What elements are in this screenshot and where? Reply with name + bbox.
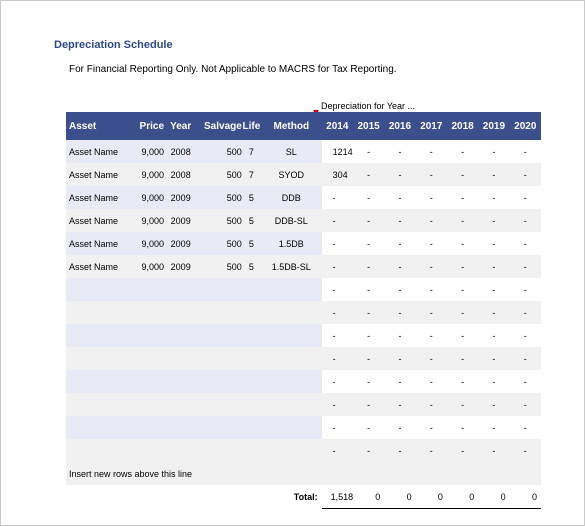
depreciation-cell[interactable]: - [447, 232, 478, 255]
depreciation-cell[interactable]: - [416, 324, 447, 347]
depreciation-cell[interactable]: - [322, 393, 353, 416]
year-cell[interactable] [164, 439, 197, 462]
insert-note-row [66, 462, 541, 485]
table-row [66, 209, 541, 232]
depreciation-cell[interactable]: - [384, 324, 415, 347]
depreciation-cell[interactable]: - [416, 232, 447, 255]
table-row [66, 324, 541, 347]
depreciation-cell[interactable]: - [447, 186, 478, 209]
total-cell[interactable]: 0 [447, 485, 478, 509]
depreciation-cell[interactable]: - [447, 347, 478, 370]
depreciation-cell[interactable]: - [478, 232, 509, 255]
depreciation-cell[interactable]: - [353, 324, 384, 347]
depreciation-cell[interactable]: - [510, 347, 541, 370]
price-cell[interactable]: 9,000 [132, 255, 164, 278]
life-cell[interactable] [242, 416, 261, 439]
asset-cell[interactable] [66, 301, 132, 324]
life-cell[interactable]: 5 [242, 209, 261, 232]
salvage-cell[interactable] [197, 324, 241, 347]
depreciation-cell[interactable]: - [384, 347, 415, 370]
asset-cell[interactable]: Asset Name [66, 163, 132, 186]
header-method[interactable]: Method [261, 112, 322, 140]
asset-cell[interactable]: Asset Name [66, 186, 132, 209]
life-cell[interactable]: 5 [242, 186, 261, 209]
depreciation-table [66, 112, 541, 509]
depreciation-cell[interactable]: - [510, 278, 541, 301]
depreciation-cell[interactable]: - [322, 416, 353, 439]
asset-cell[interactable] [66, 347, 132, 370]
header-asset[interactable]: Asset [66, 112, 132, 140]
depreciation-cell[interactable]: - [510, 416, 541, 439]
depreciation-cell[interactable]: - [510, 370, 541, 393]
depreciation-cell[interactable]: - [322, 278, 353, 301]
table-row [66, 163, 541, 186]
depreciation-cell[interactable]: - [353, 393, 384, 416]
total-cell[interactable]: 0 [353, 485, 384, 509]
depreciation-cell[interactable]: - [384, 186, 415, 209]
life-cell[interactable] [242, 324, 261, 347]
depreciation-cell[interactable]: - [353, 209, 384, 232]
depreciation-cell[interactable]: - [353, 416, 384, 439]
header-year-col[interactable]: 2017 [416, 112, 447, 140]
price-cell[interactable] [132, 416, 164, 439]
depreciation-cell[interactable]: - [416, 416, 447, 439]
depreciation-cell[interactable]: - [322, 209, 353, 232]
method-cell[interactable] [261, 416, 322, 439]
depreciation-cell[interactable]: - [322, 232, 353, 255]
depreciation-cell[interactable]: - [478, 416, 509, 439]
total-cell[interactable]: 1,518 [322, 485, 353, 509]
depreciation-cell[interactable]: - [322, 255, 353, 278]
table-row [66, 370, 541, 393]
depreciation-cell[interactable]: - [510, 439, 541, 462]
method-cell[interactable] [261, 301, 322, 324]
salvage-cell[interactable] [197, 393, 241, 416]
depreciation-cell[interactable]: - [353, 301, 384, 324]
depreciation-cell[interactable]: - [447, 140, 478, 163]
depreciation-cell[interactable]: - [478, 140, 509, 163]
year-cell[interactable] [164, 301, 197, 324]
table-row [66, 301, 541, 324]
depreciation-cell[interactable]: - [478, 301, 509, 324]
method-cell[interactable]: SL [261, 140, 322, 163]
table-row [66, 393, 541, 416]
table-row [66, 140, 541, 163]
year-cell[interactable] [164, 416, 197, 439]
depreciation-cell[interactable]: - [510, 163, 541, 186]
depreciation-cell[interactable]: - [384, 209, 415, 232]
salvage-cell[interactable]: 500 [197, 232, 241, 255]
depreciation-cell[interactable]: - [478, 163, 509, 186]
depreciation-cell[interactable]: - [353, 163, 384, 186]
depreciation-cell[interactable]: - [416, 370, 447, 393]
depreciation-year-label: Depreciation for Year ... [321, 101, 416, 111]
method-cell[interactable]: DDB [261, 186, 322, 209]
year-cell[interactable] [164, 347, 197, 370]
price-cell[interactable]: 9,000 [132, 163, 164, 186]
depreciation-cell[interactable]: - [478, 393, 509, 416]
table-body [66, 140, 541, 462]
salvage-cell[interactable]: 500 [197, 209, 241, 232]
depreciation-cell[interactable]: - [416, 163, 447, 186]
asset-cell[interactable] [66, 324, 132, 347]
depreciation-cell[interactable]: - [447, 278, 478, 301]
totals-row [66, 485, 541, 509]
page-title: Depreciation Schedule [54, 39, 173, 51]
life-cell[interactable] [242, 301, 261, 324]
life-cell[interactable] [242, 439, 261, 462]
depreciation-cell[interactable]: - [384, 163, 415, 186]
depreciation-cell[interactable]: - [353, 370, 384, 393]
salvage-cell[interactable] [197, 439, 241, 462]
depreciation-cell[interactable]: - [416, 140, 447, 163]
table-row [66, 186, 541, 209]
salvage-cell[interactable]: 500 [197, 186, 241, 209]
salvage-cell[interactable]: 500 [197, 255, 241, 278]
depreciation-cell[interactable]: - [416, 278, 447, 301]
asset-cell[interactable]: Asset Name [66, 140, 132, 163]
salvage-cell[interactable] [197, 278, 241, 301]
life-cell[interactable] [242, 347, 261, 370]
depreciation-cell[interactable]: - [322, 347, 353, 370]
depreciation-cell[interactable]: - [447, 301, 478, 324]
header-year-col[interactable]: 2014 [322, 112, 353, 140]
depreciation-cell[interactable]: - [353, 347, 384, 370]
year-cell[interactable] [164, 393, 197, 416]
salvage-cell[interactable]: 500 [197, 140, 241, 163]
depreciation-cell[interactable]: - [353, 140, 384, 163]
depreciation-cell[interactable]: - [416, 301, 447, 324]
price-cell[interactable] [132, 393, 164, 416]
depreciation-cell[interactable]: - [510, 255, 541, 278]
year-cell[interactable]: 2008 [164, 163, 197, 186]
header-year-col[interactable]: 2018 [447, 112, 478, 140]
depreciation-cell[interactable]: - [322, 324, 353, 347]
method-cell[interactable] [261, 324, 322, 347]
method-cell[interactable] [261, 370, 322, 393]
table-row [66, 416, 541, 439]
asset-cell[interactable] [66, 439, 132, 462]
year-cell[interactable] [164, 278, 197, 301]
header-year-col[interactable]: 2015 [353, 112, 384, 140]
total-cell[interactable]: 0 [478, 485, 509, 509]
depreciation-cell[interactable]: - [447, 439, 478, 462]
asset-cell[interactable] [66, 393, 132, 416]
asset-cell[interactable]: Asset Name [66, 255, 132, 278]
depreciation-cell[interactable]: - [353, 278, 384, 301]
depreciation-cell[interactable]: - [447, 209, 478, 232]
asset-cell[interactable] [66, 416, 132, 439]
header-row [66, 112, 541, 140]
header-year-col[interactable]: 2019 [478, 112, 509, 140]
depreciation-cell[interactable]: - [384, 393, 415, 416]
depreciation-cell[interactable]: - [510, 324, 541, 347]
depreciation-cell[interactable]: - [416, 439, 447, 462]
depreciation-cell[interactable]: - [478, 370, 509, 393]
total-cell[interactable]: 0 [416, 485, 447, 509]
table-row [66, 232, 541, 255]
header-year-col[interactable]: 2016 [384, 112, 415, 140]
depreciation-cell[interactable]: - [478, 255, 509, 278]
method-cell[interactable] [261, 278, 322, 301]
method-cell[interactable]: 1.5DB-SL [261, 255, 322, 278]
life-cell[interactable]: 5 [242, 255, 261, 278]
life-cell[interactable]: 5 [242, 232, 261, 255]
asset-cell[interactable]: Asset Name [66, 209, 132, 232]
depreciation-cell[interactable]: - [510, 301, 541, 324]
depreciation-cell[interactable]: - [384, 439, 415, 462]
depreciation-cell[interactable]: - [416, 255, 447, 278]
depreciation-cell[interactable]: - [322, 186, 353, 209]
depreciation-cell[interactable]: 1214 [322, 140, 353, 163]
salvage-cell[interactable] [197, 301, 241, 324]
table-row [66, 439, 541, 462]
price-cell[interactable] [132, 370, 164, 393]
life-cell[interactable] [242, 278, 261, 301]
depreciation-cell[interactable]: - [510, 209, 541, 232]
depreciation-cell[interactable]: - [322, 301, 353, 324]
year-cell[interactable]: 2009 [164, 232, 197, 255]
depreciation-cell[interactable]: 304 [322, 163, 353, 186]
depreciation-cell[interactable]: - [384, 140, 415, 163]
depreciation-cell[interactable]: - [510, 140, 541, 163]
depreciation-cell[interactable]: - [478, 278, 509, 301]
total-label[interactable]: Total: [66, 485, 322, 509]
depreciation-cell[interactable]: - [384, 301, 415, 324]
salvage-cell[interactable] [197, 370, 241, 393]
depreciation-cell[interactable]: - [447, 416, 478, 439]
life-cell[interactable]: 7 [242, 163, 261, 186]
total-cell[interactable]: 0 [384, 485, 415, 509]
header-price[interactable]: Price [132, 112, 164, 140]
depreciation-cell[interactable]: - [353, 232, 384, 255]
life-cell[interactable] [242, 370, 261, 393]
price-cell[interactable] [132, 439, 164, 462]
year-cell[interactable]: 2009 [164, 209, 197, 232]
total-cell[interactable]: 0 [510, 485, 541, 509]
salvage-cell[interactable] [197, 347, 241, 370]
depreciation-cell[interactable]: - [384, 232, 415, 255]
depreciation-cell[interactable]: - [478, 439, 509, 462]
header-year[interactable]: Year [164, 112, 197, 140]
method-cell[interactable]: 1.5DB [261, 232, 322, 255]
insert-note[interactable]: Insert new rows above this line [66, 462, 541, 485]
depreciation-cell[interactable]: - [322, 439, 353, 462]
page-subtitle: For Financial Reporting Only. Not Applicable to MACRS for Tax Reporting. [69, 64, 397, 75]
header-life[interactable]: Life [242, 112, 261, 140]
depreciation-cell[interactable]: - [447, 255, 478, 278]
table-row [66, 278, 541, 301]
header-year-col[interactable]: 2020 [510, 112, 541, 140]
depreciation-cell[interactable]: - [353, 186, 384, 209]
price-cell[interactable]: 9,000 [132, 209, 164, 232]
asset-cell[interactable] [66, 370, 132, 393]
salvage-cell[interactable]: 500 [197, 163, 241, 186]
table-row [66, 255, 541, 278]
depreciation-cell[interactable]: - [478, 186, 509, 209]
depreciation-cell[interactable]: - [353, 439, 384, 462]
year-cell[interactable]: 2009 [164, 186, 197, 209]
depreciation-cell[interactable]: - [510, 232, 541, 255]
year-cell[interactable]: 2008 [164, 140, 197, 163]
year-cell[interactable] [164, 324, 197, 347]
header-salvage[interactable]: Salvage [197, 112, 241, 140]
asset-cell[interactable]: Asset Name [66, 232, 132, 255]
life-cell[interactable]: 7 [242, 140, 261, 163]
depreciation-cell[interactable]: - [447, 393, 478, 416]
method-cell[interactable] [261, 439, 322, 462]
price-cell[interactable]: 9,000 [132, 140, 164, 163]
depreciation-cell[interactable]: - [478, 347, 509, 370]
depreciation-cell[interactable]: - [416, 347, 447, 370]
depreciation-cell[interactable]: - [416, 393, 447, 416]
depreciation-cell[interactable]: - [510, 393, 541, 416]
depreciation-cell[interactable]: - [384, 416, 415, 439]
method-cell[interactable]: SYOD [261, 163, 322, 186]
depreciation-cell[interactable]: - [416, 209, 447, 232]
depreciation-cell[interactable]: - [353, 255, 384, 278]
depreciation-cell[interactable]: - [510, 186, 541, 209]
asset-cell[interactable] [66, 278, 132, 301]
price-cell[interactable] [132, 324, 164, 347]
depreciation-cell[interactable]: - [478, 209, 509, 232]
depreciation-cell[interactable]: - [447, 324, 478, 347]
depreciation-cell[interactable]: - [478, 324, 509, 347]
price-cell[interactable]: 9,000 [132, 186, 164, 209]
life-cell[interactable] [242, 393, 261, 416]
price-cell[interactable] [132, 347, 164, 370]
salvage-cell[interactable] [197, 416, 241, 439]
depreciation-cell[interactable]: - [384, 255, 415, 278]
price-cell[interactable]: 9,000 [132, 232, 164, 255]
method-cell[interactable]: DDB-SL [261, 209, 322, 232]
depreciation-cell[interactable]: - [416, 186, 447, 209]
method-cell[interactable] [261, 347, 322, 370]
method-cell[interactable] [261, 393, 322, 416]
depreciation-cell[interactable]: - [384, 278, 415, 301]
year-cell[interactable]: 2009 [164, 255, 197, 278]
price-cell[interactable] [132, 301, 164, 324]
depreciation-cell[interactable]: - [447, 370, 478, 393]
price-cell[interactable] [132, 278, 164, 301]
depreciation-cell[interactable]: - [322, 370, 353, 393]
depreciation-cell[interactable]: - [447, 163, 478, 186]
year-cell[interactable] [164, 370, 197, 393]
table-row [66, 347, 541, 370]
depreciation-cell[interactable]: - [384, 370, 415, 393]
